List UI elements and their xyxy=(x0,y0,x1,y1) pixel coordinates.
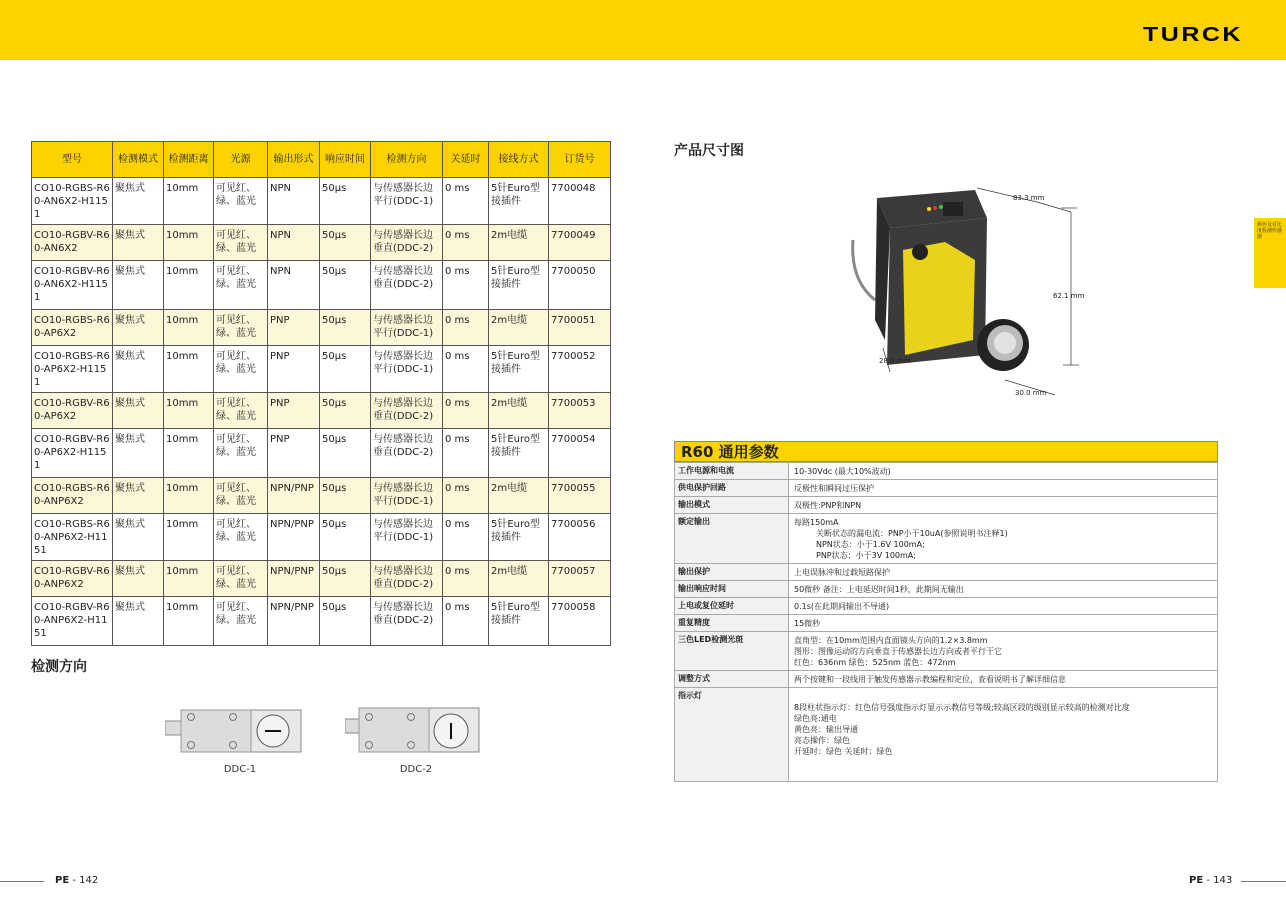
param-row xyxy=(675,497,1218,514)
spec-header-cell: 响应时间 xyxy=(320,142,371,178)
spec-cell: 与传感器长边垂直(DDC-2) xyxy=(371,225,443,261)
spec-cell: 5针Euro型接插件 xyxy=(489,429,549,478)
spec-cell: 0 ms xyxy=(443,310,489,346)
spec-cell: 10mm xyxy=(164,225,214,261)
param-value xyxy=(789,564,1218,581)
param-row xyxy=(675,688,1218,782)
spec-cell: 7700048 xyxy=(549,178,611,225)
spec-cell: CO10-RGBV-R60-ANP6X2-H1151 xyxy=(32,597,113,646)
turck-logo: TURCK xyxy=(1143,23,1243,46)
spec-cell: PNP xyxy=(268,393,320,429)
param-value xyxy=(789,671,1218,688)
param-value-line: PNP状态：小于3V 100mA; xyxy=(816,551,916,560)
spec-header-cell: 检测距离 xyxy=(164,142,214,178)
spec-cell: 10mm xyxy=(164,310,214,346)
param-key: 输出模式 xyxy=(675,497,789,514)
spec-cell: 与传感器长边垂直(DDC-2) xyxy=(371,393,443,429)
param-key: 工作电源和电流 xyxy=(675,463,789,480)
spec-cell: 10mm xyxy=(164,261,214,310)
spec-cell: 5针Euro型接插件 xyxy=(489,178,549,225)
param-key: 输出响应时间 xyxy=(675,581,789,598)
param-value-line: 开延时：绿色 关延时：绿色 xyxy=(794,747,893,756)
spec-header-cell: 检测方向 xyxy=(371,142,443,178)
spec-row xyxy=(32,346,611,393)
param-value-line: 8段柱状指示灯：红色信号强度指示灯显示示教信号等级;较高区段的级别显示较高的检测对比度 xyxy=(794,703,1130,712)
spec-cell: 可见红、绿、蓝光 xyxy=(214,514,268,561)
spec-row xyxy=(32,310,611,346)
param-key: 上电或复位延时 xyxy=(675,598,789,615)
ddc2-label: DDC-2 xyxy=(399,764,433,775)
spec-cell: 与传感器长边平行(DDC-1) xyxy=(371,478,443,514)
spec-cell: 0 ms xyxy=(443,346,489,393)
spec-cell: 聚焦式 xyxy=(113,429,164,478)
param-value xyxy=(789,497,1218,514)
spec-cell: 50µs xyxy=(320,393,371,429)
spec-cell: 7700053 xyxy=(549,393,611,429)
spec-row xyxy=(32,561,611,597)
spec-cell: 7700049 xyxy=(549,225,611,261)
spec-cell: 10mm xyxy=(164,561,214,597)
param-key: 额定输出 xyxy=(675,514,789,564)
param-row xyxy=(675,581,1218,598)
spec-cell: 50µs xyxy=(320,225,371,261)
param-value xyxy=(789,463,1218,480)
spec-header-row xyxy=(32,142,611,178)
spec-cell: 可见红、绿、蓝光 xyxy=(214,225,268,261)
spec-cell: 与传感器长边平行(DDC-1) xyxy=(371,514,443,561)
spec-cell: 可见红、绿、蓝光 xyxy=(214,478,268,514)
spec-cell: 50µs xyxy=(320,261,371,310)
spec-row xyxy=(32,225,611,261)
footer-line-left xyxy=(0,881,44,882)
param-key: 输出保护 xyxy=(675,564,789,581)
dim-height-label: 62.1 mm xyxy=(1053,292,1085,300)
spec-cell: NPN/PNP xyxy=(268,514,320,561)
spec-cell: 50µs xyxy=(320,478,371,514)
spec-header-cell: 输出形式 xyxy=(268,142,320,178)
param-value-line: NPN状态：小于1.6V 100mA; xyxy=(816,540,925,549)
spec-cell: 50µs xyxy=(320,310,371,346)
spec-row xyxy=(32,261,611,310)
param-row xyxy=(675,632,1218,671)
spec-cell: CO10-RGBV-R60-AP6X2 xyxy=(32,393,113,429)
spec-cell: 0 ms xyxy=(443,261,489,310)
param-value-line: 关断状态的漏电流：PNP小于10uA(参照说明书注释1) xyxy=(816,529,1008,538)
detection-title: 检测方向 xyxy=(31,659,87,675)
spec-cell: CO10-RGBV-R60-AN6X2 xyxy=(32,225,113,261)
spec-cell: CO10-RGBS-R60-ANP6X2-H1151 xyxy=(32,514,113,561)
param-value xyxy=(789,514,1218,564)
spec-header-cell: 订货号 xyxy=(549,142,611,178)
spec-cell: 50µs xyxy=(320,429,371,478)
spec-cell: 5针Euro型接插件 xyxy=(489,514,549,561)
spec-cell: CO10-RGBS-R60-AN6X2-H1151 xyxy=(32,178,113,225)
spec-cell: 2m电缆 xyxy=(489,393,549,429)
spec-cell: 2m电缆 xyxy=(489,561,549,597)
spec-cell: 聚焦式 xyxy=(113,261,164,310)
dim-width-label: 83.3 mm xyxy=(1013,194,1045,202)
sensor-dimension-photo xyxy=(845,180,1095,405)
spec-cell: 7700054 xyxy=(549,429,611,478)
spec-cell: 10mm xyxy=(164,514,214,561)
param-value xyxy=(789,632,1218,671)
spec-cell: NPN/PNP xyxy=(268,597,320,646)
param-key: 重复精度 xyxy=(675,615,789,632)
param-value-line: 直角型：在10mm范围内直面镜头方向的1.2×3.8mm xyxy=(794,636,988,645)
spec-cell: PNP xyxy=(268,429,320,478)
spec-cell: 10mm xyxy=(164,393,214,429)
param-value-line: 15微秒 xyxy=(794,619,821,628)
spec-cell: 聚焦式 xyxy=(113,597,164,646)
param-row xyxy=(675,671,1218,688)
param-row xyxy=(675,564,1218,581)
spec-cell: NPN xyxy=(268,178,320,225)
param-value-line: 反极性和瞬间过压保护 xyxy=(794,484,874,493)
spec-cell: 10mm xyxy=(164,346,214,393)
spec-cell: 2m电缆 xyxy=(489,478,549,514)
spec-cell: PNP xyxy=(268,346,320,393)
param-row xyxy=(675,480,1218,497)
spec-cell: 0 ms xyxy=(443,597,489,646)
param-value-line: 亮态操作：绿色 xyxy=(794,736,850,745)
spec-cell: 聚焦式 xyxy=(113,178,164,225)
spec-cell: CO10-RGBS-R60-AP6X2 xyxy=(32,310,113,346)
spec-cell: 50µs xyxy=(320,346,371,393)
param-value xyxy=(789,480,1218,497)
spec-cell: 50µs xyxy=(320,597,371,646)
spec-cell: 50µs xyxy=(320,514,371,561)
param-value xyxy=(789,688,1218,782)
param-key: 指示灯 xyxy=(675,688,789,782)
spec-cell: 0 ms xyxy=(443,429,489,478)
dim-front-label: 30.0 mm xyxy=(1015,389,1047,397)
spec-cell: CO10-RGBS-R60-AP6X2-H1151 xyxy=(32,346,113,393)
spec-cell: 与传感器长边垂直(DDC-2) xyxy=(371,561,443,597)
param-value-line: 黄色亮：输出导通 xyxy=(794,725,858,734)
spec-cell: 聚焦式 xyxy=(113,393,164,429)
spec-header-cell: 型号 xyxy=(32,142,113,178)
product-spec-table xyxy=(31,141,611,646)
params-table xyxy=(674,462,1218,782)
param-key: 供电保护回路 xyxy=(675,480,789,497)
spec-cell: 0 ms xyxy=(443,478,489,514)
spec-cell: CO10-RGBV-R60-ANP6X2 xyxy=(32,561,113,597)
spec-cell: 聚焦式 xyxy=(113,478,164,514)
spec-cell: 2m电缆 xyxy=(489,225,549,261)
param-value xyxy=(789,598,1218,615)
page-number-right: PE - 143 xyxy=(1189,875,1233,886)
spec-cell: NPN/PNP xyxy=(268,561,320,597)
spec-cell: 0 ms xyxy=(443,514,489,561)
param-key: 三色LED检测光斑 xyxy=(675,632,789,671)
param-row xyxy=(675,615,1218,632)
spec-cell: 与传感器长边平行(DDC-1) xyxy=(371,178,443,225)
spec-cell: 50µs xyxy=(320,561,371,597)
spec-cell: 7700050 xyxy=(549,261,611,310)
param-value-line: 10-30Vdc (最大10%波动) xyxy=(794,467,891,476)
page-number-left: PE - 142 xyxy=(55,875,99,886)
spec-cell: 7700056 xyxy=(549,514,611,561)
spec-row xyxy=(32,393,611,429)
param-value-line xyxy=(794,691,1214,702)
param-value-line: 绿色亮:通电 xyxy=(794,714,837,723)
spec-cell: 与传感器长边垂直(DDC-2) xyxy=(371,429,443,478)
spec-cell: 7700051 xyxy=(549,310,611,346)
spec-cell: 0 ms xyxy=(443,178,489,225)
param-key: 调整方式 xyxy=(675,671,789,688)
ddc1-diagram xyxy=(165,707,305,757)
spec-cell: 可见红、绿、蓝光 xyxy=(214,178,268,225)
spec-cell: CO10-RGBV-R60-AP6X2-H1151 xyxy=(32,429,113,478)
spec-cell: 与传感器长边垂直(DDC-2) xyxy=(371,261,443,310)
param-value xyxy=(789,615,1218,632)
spec-cell: 0 ms xyxy=(443,225,489,261)
spec-cell: 可见红、绿、蓝光 xyxy=(214,393,268,429)
spec-row xyxy=(32,178,611,225)
spec-cell: NPN xyxy=(268,261,320,310)
spec-cell: 10mm xyxy=(164,597,214,646)
spec-cell: 5针Euro型接插件 xyxy=(489,261,549,310)
side-category-tab[interactable]: 颜色及对比度检测传感器 xyxy=(1254,218,1286,288)
spec-cell: 7700058 xyxy=(549,597,611,646)
spec-cell: PNP xyxy=(268,310,320,346)
spec-cell: 与传感器长边平行(DDC-1) xyxy=(371,310,443,346)
spec-cell: 7700055 xyxy=(549,478,611,514)
spec-cell: 50µs xyxy=(320,178,371,225)
param-value-line: 图形：图像运动的方向垂直于传感器长边方向或者平行于它 xyxy=(794,647,1002,656)
spec-row xyxy=(32,429,611,478)
spec-header-cell: 接线方式 xyxy=(489,142,549,178)
spec-cell: NPN/PNP xyxy=(268,478,320,514)
param-row xyxy=(675,598,1218,615)
param-value xyxy=(789,581,1218,598)
spec-cell: 聚焦式 xyxy=(113,514,164,561)
spec-cell: 10mm xyxy=(164,429,214,478)
spec-cell: 聚焦式 xyxy=(113,225,164,261)
spec-cell: CO10-RGBS-R60-ANP6X2 xyxy=(32,478,113,514)
param-value-line: 50微秒 备注：上电延迟时间1秒，此期间无输出 xyxy=(794,585,964,594)
spec-header-cell: 关延时 xyxy=(443,142,489,178)
spec-cell: 聚焦式 xyxy=(113,310,164,346)
dim-depth-label: 28.0 mm xyxy=(879,357,911,365)
spec-cell: 可见红、绿、蓝光 xyxy=(214,346,268,393)
ddc1-label: DDC-1 xyxy=(223,764,257,775)
spec-cell: 7700052 xyxy=(549,346,611,393)
spec-header-cell: 检测模式 xyxy=(113,142,164,178)
param-value-line: 0.1s(在此期间输出不导通) xyxy=(794,602,890,611)
spec-cell: 可见红、绿、蓝光 xyxy=(214,561,268,597)
ddc2-diagram xyxy=(345,705,485,755)
spec-cell: 聚焦式 xyxy=(113,561,164,597)
spec-cell: 可见红、绿、蓝光 xyxy=(214,597,268,646)
spec-cell: 5针Euro型接插件 xyxy=(489,346,549,393)
spec-cell: 7700057 xyxy=(549,561,611,597)
top-banner xyxy=(0,0,1286,60)
param-value-line: 每路150mA xyxy=(794,518,839,527)
footer-line-right xyxy=(1241,881,1286,882)
spec-cell: 0 ms xyxy=(443,393,489,429)
params-title: R60 通用参数 xyxy=(674,441,1218,462)
param-row xyxy=(675,463,1218,480)
spec-row xyxy=(32,478,611,514)
spec-cell: 聚焦式 xyxy=(113,346,164,393)
spec-cell: 与传感器长边平行(DDC-1) xyxy=(371,346,443,393)
param-value-line: 红色：636nm 绿色：525nm 蓝色：472nm xyxy=(794,658,956,667)
spec-cell: 2m电缆 xyxy=(489,310,549,346)
param-value-line: 双极性:PNP和NPN xyxy=(794,501,862,510)
spec-body xyxy=(32,178,611,646)
spec-cell: 可见红、绿、蓝光 xyxy=(214,310,268,346)
spec-cell: CO10-RGBV-R60-AN6X2-H1151 xyxy=(32,261,113,310)
spec-cell: 0 ms xyxy=(443,561,489,597)
spec-cell: 10mm xyxy=(164,178,214,225)
spec-header-cell: 光源 xyxy=(214,142,268,178)
dimensions-title: 产品尺寸图 xyxy=(674,143,744,159)
param-row xyxy=(675,514,1218,564)
spec-cell: NPN xyxy=(268,225,320,261)
spec-cell: 与传感器长边垂直(DDC-2) xyxy=(371,597,443,646)
spec-cell: 可见红、绿、蓝光 xyxy=(214,261,268,310)
spec-cell: 5针Euro型接插件 xyxy=(489,597,549,646)
spec-row xyxy=(32,514,611,561)
param-value-line: 两个按键和一段线用于触发传感器示教编程和定位，查看说明书了解详细信息 xyxy=(794,675,1066,684)
spec-row xyxy=(32,597,611,646)
spec-cell: 10mm xyxy=(164,478,214,514)
param-value-line: 上电误脉冲和过载短路保护 xyxy=(794,568,890,577)
spec-cell: 可见红、绿、蓝光 xyxy=(214,429,268,478)
